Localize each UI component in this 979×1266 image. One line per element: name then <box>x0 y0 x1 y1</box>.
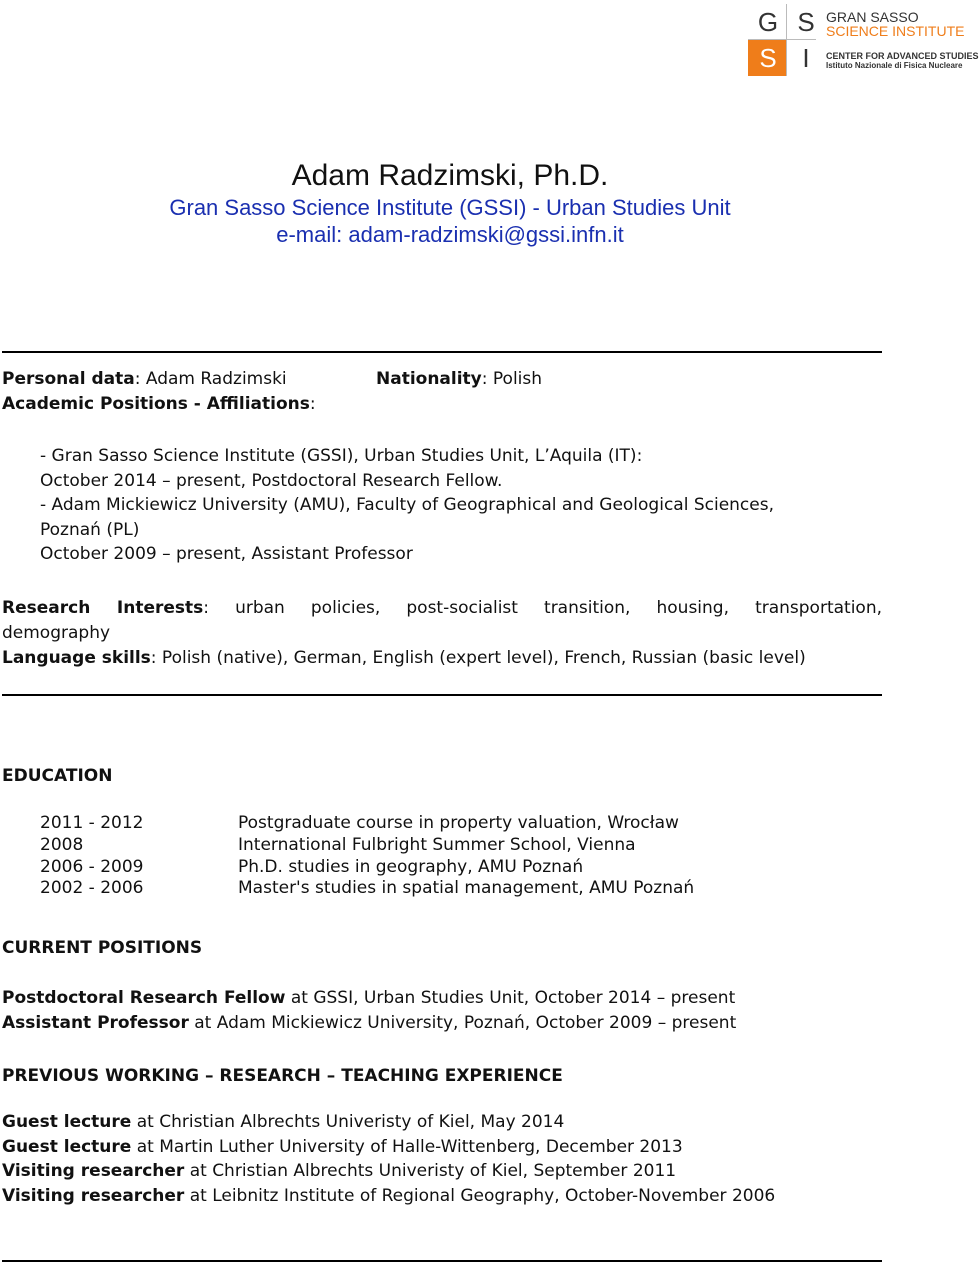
previous-item-3-rest: at Christian Albrechts Univeristy of Kiel, September 2011 <box>184 1161 677 1181</box>
current-position-2-rest: at Adam Mickiewicz University, Poznań, October 2009 – present <box>188 1013 737 1033</box>
logo-letter-s1: S <box>786 4 826 40</box>
cv-institution: Gran Sasso Science Institute (GSSI) - Urban Studies Unit <box>169 195 731 220</box>
previous-item-2-rest: at Martin Luther University of Halle-Wittenberg, December 2013 <box>131 1137 683 1157</box>
previous-item-3-title: Visiting researcher <box>2 1161 185 1181</box>
logo-divider-horizontal <box>748 39 816 40</box>
previous-experience-heading: PREVIOUS WORKING – RESEARCH – TEACHING EXPERIENCE <box>2 1066 563 1086</box>
research-interests-label: Research Interests <box>2 598 204 618</box>
previous-item-4 <box>2 1185 775 1207</box>
current-position-1-title: Postdoctoral Research Fellow <box>2 988 286 1008</box>
education-desc-1: Postgraduate course in property valuation, Wrocław <box>238 813 679 833</box>
education-year-3: 2006 - 2009 <box>40 857 144 877</box>
header-rule <box>2 351 882 353</box>
previous-item-4-rest: at Leibnitz Institute of Regional Geography, October-November 2006 <box>184 1186 776 1206</box>
research-interests-line <box>2 597 882 619</box>
education-year-2: 2008 <box>40 835 84 855</box>
affiliations-colon: : <box>309 394 316 414</box>
research-interests-value: : urban policies, post-socialist transition, housing, transportation, <box>203 598 882 618</box>
logo-line-1: GRAN SASSO <box>826 9 919 25</box>
personal-data-label: Personal data <box>2 369 135 389</box>
affiliation-2-line-2: Poznań (PL) <box>40 520 140 540</box>
logo-line-3: CENTER FOR ADVANCED STUDIES <box>826 51 979 61</box>
personal-data-value: : Adam Radzimski <box>134 369 287 389</box>
previous-item-1-rest: at Christian Albrechts Univeristy of Kiel, May 2014 <box>131 1112 565 1132</box>
current-position-1 <box>2 987 735 1009</box>
education-desc-4: Master's studies in spatial management, AMU Poznań <box>238 878 695 898</box>
affiliation-2-line-1: - Adam Mickiewicz University (AMU), Faculty of Geographical and Geological Sciences, <box>40 495 774 515</box>
previous-item-4-title: Visiting researcher <box>2 1186 185 1206</box>
current-positions-heading: CURRENT POSITIONS <box>2 938 203 958</box>
current-position-2-title: Assistant Professor <box>2 1013 189 1033</box>
cv-email-line <box>0 221 900 248</box>
research-interests-continued: demography <box>2 623 111 643</box>
affiliations-heading <box>2 393 316 415</box>
education-year-1: 2011 - 2012 <box>40 813 144 833</box>
footer-rule <box>2 1260 882 1262</box>
previous-item-1 <box>2 1111 564 1133</box>
affiliation-2-line-3: October 2009 – present, Assistant Professor <box>40 544 413 564</box>
affiliation-1-line-1: - Gran Sasso Science Institute (GSSI), Urban Studies Unit, L’Aquila (IT): <box>40 446 643 466</box>
email-link[interactable]: adam-radzimski@gssi.infn.it <box>348 222 624 247</box>
logo-divider-vertical <box>786 4 787 76</box>
nationality-line <box>376 368 542 390</box>
previous-item-3 <box>2 1160 676 1182</box>
education-year-4: 2002 - 2006 <box>40 878 144 898</box>
education-desc-2: International Fulbright Summer School, Vienna <box>238 835 636 855</box>
affiliation-1-line-2: October 2014 – present, Postdoctoral Research Fellow. <box>40 471 503 491</box>
cv-name: Adam Radzimski, Ph.D. <box>291 159 609 192</box>
nationality-label: Nationality <box>376 369 482 389</box>
previous-item-1-title: Guest lecture <box>2 1112 132 1132</box>
current-position-2 <box>2 1012 736 1034</box>
language-skills-label: Language skills <box>2 648 151 668</box>
education-heading: EDUCATION <box>2 766 113 786</box>
personal-data-line <box>2 368 287 390</box>
email-label: e-mail: <box>276 222 349 247</box>
language-skills-value: : Polish (native), German, English (expert level), French, Russian (basic level) <box>150 648 806 668</box>
language-skills-line <box>2 647 806 669</box>
logo-line-4: Istituto Nazionale di Fisica Nucleare <box>826 61 963 70</box>
nationality-value: : Polish <box>481 369 543 389</box>
logo-line-2: SCIENCE INSTITUTE <box>826 23 965 39</box>
logo-letter-i: I <box>786 40 826 76</box>
current-position-1-rest: at GSSI, Urban Studies Unit, October 2014 – present <box>285 988 736 1008</box>
personal-rule <box>2 694 882 696</box>
previous-item-2-title: Guest lecture <box>2 1137 132 1157</box>
logo-letter-s2: S <box>748 40 788 76</box>
affiliations-label: Academic Positions - Affiliations <box>2 394 310 414</box>
logo-letter-g: G <box>748 4 788 40</box>
education-desc-3: Ph.D. studies in geography, AMU Poznań <box>238 857 584 877</box>
previous-item-2 <box>2 1136 683 1158</box>
